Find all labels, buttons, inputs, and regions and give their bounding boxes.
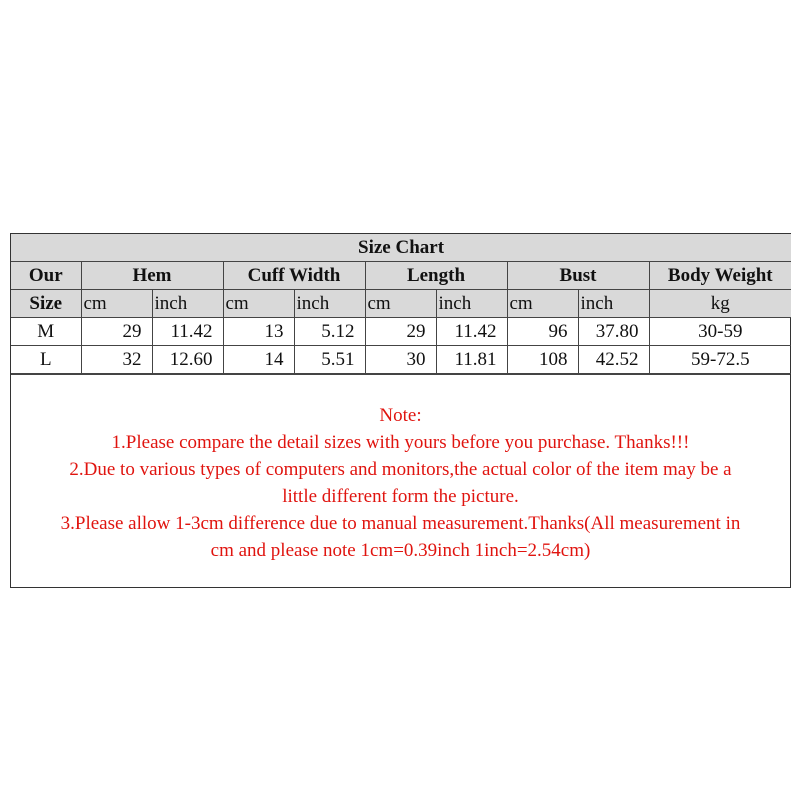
weight-kg-value: 59-72.5	[649, 346, 791, 374]
notes-box	[11, 374, 790, 587]
length-cm-value: 30	[365, 346, 436, 374]
our-size-header-line2: Size	[11, 290, 81, 318]
length-inch-value: 11.42	[436, 318, 507, 346]
bust-header: Bust	[507, 262, 649, 290]
hem-inch-value: 11.42	[152, 318, 223, 346]
hem-cm-value: 32	[81, 346, 152, 374]
note-line-1: 1.Please compare the detail sizes with yours before you purchase. Thanks!!!	[111, 432, 690, 453]
size-chart-table	[11, 234, 791, 374]
bust-cm-value: 108	[507, 346, 578, 374]
bust-inch-unit: inch	[578, 290, 649, 318]
cuff-inch-value: 5.12	[294, 318, 365, 346]
cuff-inch-value: 5.51	[294, 346, 365, 374]
cuff-inch-unit: inch	[294, 290, 365, 318]
note-heading: Note:	[379, 405, 422, 426]
length-header: Length	[365, 262, 507, 290]
bust-cm-value: 96	[507, 318, 578, 346]
body-weight-header: Body Weight	[649, 262, 791, 290]
length-cm-unit: cm	[365, 290, 436, 318]
note-line-2a: 2.Due to various types of computers and monitors,the actual color of the item may be a	[69, 459, 732, 480]
title-row	[11, 234, 791, 262]
hem-cm-value: 29	[81, 318, 152, 346]
table-row	[11, 346, 791, 374]
size-label: M	[11, 318, 81, 346]
table-row	[11, 318, 791, 346]
bust-inch-value: 42.52	[578, 346, 649, 374]
weight-kg-value: 30-59	[649, 318, 791, 346]
hem-inch-value: 12.60	[152, 346, 223, 374]
note-line-3b: cm and please note 1cm=0.39inch 1inch=2.54cm)	[210, 540, 591, 561]
hem-inch-unit: inch	[152, 290, 223, 318]
cuff-cm-value: 13	[223, 318, 294, 346]
our-size-header-line1: Our	[11, 262, 81, 290]
hem-header: Hem	[81, 262, 223, 290]
length-inch-value: 11.81	[436, 346, 507, 374]
size-label: L	[11, 346, 81, 374]
bust-cm-unit: cm	[507, 290, 578, 318]
size-chart-title: Size Chart	[11, 234, 791, 262]
size-chart	[10, 233, 791, 588]
length-cm-value: 29	[365, 318, 436, 346]
hem-cm-unit: cm	[81, 290, 152, 318]
weight-kg-unit: kg	[649, 290, 791, 318]
note-line-2b: little different form the picture.	[282, 486, 519, 507]
header-row	[11, 262, 791, 290]
cuff-cm-value: 14	[223, 346, 294, 374]
cuff-cm-unit: cm	[223, 290, 294, 318]
note-line-3a: 3.Please allow 1-3cm difference due to manual measurement.Thanks(All measurement in	[60, 513, 741, 534]
bust-inch-value: 37.80	[578, 318, 649, 346]
unit-row	[11, 290, 791, 318]
cuff-width-header: Cuff Width	[223, 262, 365, 290]
length-inch-unit: inch	[436, 290, 507, 318]
